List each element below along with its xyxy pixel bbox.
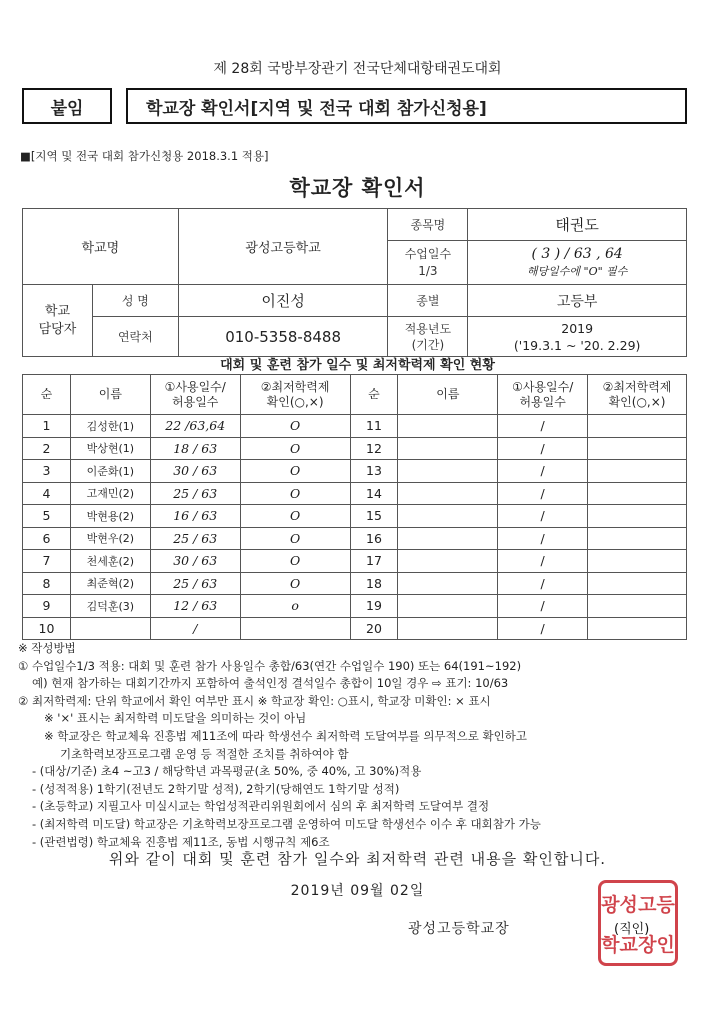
- row-no: 3: [23, 460, 71, 483]
- note-line: - (초등학교) 지필고사 미실시교는 학업성적관리위원회에서 심의 후 최저학력 도달여부 결정: [32, 799, 490, 814]
- class-days-value: ( 3 ) / 63 , 64: [531, 245, 623, 262]
- min-academic-check: O: [240, 527, 350, 550]
- attachment-label: 붙임: [22, 88, 112, 124]
- min-academic-check: [588, 437, 687, 460]
- min-academic-check: O: [240, 437, 350, 460]
- participation-row: [23, 527, 687, 550]
- min-academic-check: o: [240, 595, 350, 618]
- min-academic-check: [588, 550, 687, 573]
- student-name: [398, 460, 498, 483]
- stamp-char: 광성: [601, 893, 638, 916]
- event-title: 제 28회 국방부장관기 전국단체대항태권도대회: [213, 61, 502, 77]
- row-no: 2: [23, 437, 71, 460]
- note-line: ※ 학교장은 학교체육 진흥법 제11조에 따라 학생선수 최저학력 도달여부를 의무적으로 확인하고: [44, 728, 527, 743]
- min-academic-check: [588, 415, 687, 438]
- class-days-label: [388, 241, 468, 285]
- row-no: 17: [350, 550, 398, 573]
- category-value: 고등부: [468, 285, 687, 317]
- participation-table: [22, 374, 687, 640]
- participation-row: [23, 482, 687, 505]
- used-days: /: [498, 595, 588, 618]
- row-no: 16: [350, 527, 398, 550]
- row-no: 13: [350, 460, 398, 483]
- header-days-right-line1: ①사용일수/: [512, 379, 574, 394]
- school-name: 광성고등학교: [178, 209, 388, 285]
- min-academic-check: [588, 617, 687, 640]
- min-academic-check: O: [240, 482, 350, 505]
- header-check-line1: ②최저학력제: [260, 379, 330, 394]
- stamp-char: 학교: [601, 933, 638, 956]
- notes-section: [18, 640, 698, 851]
- row-no: 8: [23, 572, 71, 595]
- participation-row: [23, 572, 687, 595]
- row-no: 18: [350, 572, 398, 595]
- student-name: [398, 482, 498, 505]
- year-cell: [468, 317, 687, 357]
- note-line: - (대상/기준) 초4 ~고3 / 해당학년 과목평균(초 50%, 중 40%, 고 30%)적용: [32, 764, 422, 779]
- used-days: 16 / 63: [150, 505, 240, 528]
- min-academic-check: O: [240, 550, 350, 573]
- note-line: ① 수업일수1/3 적용: 대회 및 훈련 참가 사용일수 총합/63(연간 수업일수 190) 또는 64(191~192): [18, 658, 522, 673]
- student-name: [398, 617, 498, 640]
- sport-value: 태권도: [468, 209, 687, 241]
- year-label-line2: (기간): [411, 337, 445, 352]
- header-days: [150, 375, 240, 415]
- header-check-right: [588, 375, 687, 415]
- used-days: /: [498, 482, 588, 505]
- row-no: 1: [23, 415, 71, 438]
- used-days: 25 / 63: [150, 572, 240, 595]
- participation-header-row: [23, 375, 687, 415]
- row-no: 6: [23, 527, 71, 550]
- seal-label: (직인): [614, 922, 650, 937]
- student-name: [398, 415, 498, 438]
- class-days-cell: [468, 241, 687, 285]
- used-days: /: [498, 460, 588, 483]
- used-days: /: [498, 527, 588, 550]
- student-name: 박상현(1): [70, 437, 150, 460]
- header-days-line1: ①사용일수/: [164, 379, 226, 394]
- used-days: /: [498, 415, 588, 438]
- class-days-note: 해당일수에 "O" 필수: [526, 264, 628, 278]
- min-academic-check: O: [240, 572, 350, 595]
- stamp-char: 장인: [638, 933, 675, 956]
- student-name: 박현우(2): [70, 527, 150, 550]
- class-days-label-line1: 수업일수: [404, 246, 452, 261]
- row-no: 7: [23, 550, 71, 573]
- used-days: 30 / 63: [150, 460, 240, 483]
- used-days: 25 / 63: [150, 527, 240, 550]
- min-academic-check: [588, 595, 687, 618]
- student-name: 최준혁(2): [70, 572, 150, 595]
- used-days: 25 / 63: [150, 482, 240, 505]
- header-days-right: [498, 375, 588, 415]
- participation-row: [23, 550, 687, 573]
- year-label: [388, 317, 468, 357]
- row-no: 10: [23, 617, 71, 640]
- year-label-line1: 적용년도: [404, 321, 452, 336]
- used-days: /: [498, 505, 588, 528]
- student-name: [398, 550, 498, 573]
- used-days: /: [498, 617, 588, 640]
- used-days: 30 / 63: [150, 550, 240, 573]
- manager-label: 학교 담당자: [23, 285, 93, 357]
- row-no: 15: [350, 505, 398, 528]
- participation-row: [23, 415, 687, 438]
- stamp-char: 고등: [638, 893, 675, 916]
- student-name: [398, 527, 498, 550]
- contact-value: 010-5358-8488: [178, 317, 388, 357]
- header-check-line2: 확인(○,×): [266, 394, 324, 409]
- participation-row: [23, 595, 687, 618]
- student-name: [70, 617, 150, 640]
- student-name: 김성한(1): [70, 415, 150, 438]
- header-check-right-line2: 확인(○,×): [608, 394, 666, 409]
- student-name: 박현용(2): [70, 505, 150, 528]
- student-name: 김덕훈(3): [70, 595, 150, 618]
- used-days: /: [150, 617, 240, 640]
- min-academic-check: O: [240, 415, 350, 438]
- section-title: 대회 및 훈련 참가 일수 및 최저학력제 확인 현황: [220, 358, 495, 373]
- attachment-row: [22, 88, 687, 124]
- participation-row: [23, 437, 687, 460]
- student-name: [398, 505, 498, 528]
- confirm-text: 위와 같이 대회 및 훈련 참가 일수와 최저학력 관련 내용을 확인합니다.: [108, 850, 607, 868]
- student-name: 천세훈(2): [70, 550, 150, 573]
- used-days: 22 /63,64: [150, 415, 240, 438]
- used-days: 18 / 63: [150, 437, 240, 460]
- form-title: 학교장 확인서: [289, 176, 426, 200]
- note-line: ※ 작성방법: [18, 641, 76, 655]
- name-label: 성 명: [92, 285, 178, 317]
- used-days: 12 / 63: [150, 595, 240, 618]
- sport-label: 종목명: [388, 209, 468, 241]
- row-no: 12: [350, 437, 398, 460]
- header-name: 이름: [70, 375, 150, 415]
- min-academic-check: [588, 460, 687, 483]
- note-line: - (최저학력 미도달) 학교장은 기초학력보장프로그램 운영하여 미도달 학생선수 이수 후 대회참가 가능: [32, 816, 541, 831]
- confirm-date: 2019년 09월 02일: [290, 883, 425, 899]
- contact-label: 연락처: [92, 317, 178, 357]
- row-no: 20: [350, 617, 398, 640]
- min-academic-check: O: [240, 505, 350, 528]
- participation-row: [23, 505, 687, 528]
- student-name: [398, 595, 498, 618]
- info-table: [22, 208, 687, 357]
- header-name-right: 이름: [398, 375, 498, 415]
- header-check: [240, 375, 350, 415]
- min-academic-check: O: [240, 460, 350, 483]
- used-days: /: [498, 572, 588, 595]
- min-academic-check: [588, 482, 687, 505]
- note-line: 예) 현재 참가하는 대회기간까지 포함하여 출석인정 결석일수 총합이 10일 경우 ⇨ 표기: 10/63: [32, 676, 509, 691]
- category-label: 종별: [388, 285, 468, 317]
- school-label: 학교명: [23, 209, 179, 285]
- applied-note: ■[지역 및 전국 대회 참가신청용 2018.3.1 적용]: [20, 149, 269, 163]
- year-value: 2019: [561, 320, 594, 336]
- row-no: 19: [350, 595, 398, 618]
- min-academic-check: [588, 572, 687, 595]
- header-days-right-line2: 허용일수: [519, 394, 566, 409]
- student-name: [398, 437, 498, 460]
- note-line: 기초학력보장프로그램 운영 등 적절한 조치를 취하여야 함: [60, 746, 349, 761]
- row-no: 11: [350, 415, 398, 438]
- participation-row: [23, 617, 687, 640]
- period-value: ('19.3.1 ~ '20. 2.29): [513, 337, 641, 353]
- row-no: 5: [23, 505, 71, 528]
- manager-name: 이진성: [178, 285, 388, 317]
- student-name: 이준화(1): [70, 460, 150, 483]
- used-days: /: [498, 437, 588, 460]
- student-name: 고재민(2): [70, 482, 150, 505]
- row-no: 9: [23, 595, 71, 618]
- principal-name: 광성고등학교장: [408, 921, 510, 937]
- header-days-line2: 허용일수: [172, 394, 219, 409]
- min-academic-check: [588, 505, 687, 528]
- used-days: /: [498, 550, 588, 573]
- header-no: 순: [23, 375, 71, 415]
- row-no: 14: [350, 482, 398, 505]
- participation-row: [23, 460, 687, 483]
- header-no-right: 순: [350, 375, 398, 415]
- note-line: ② 최저학력제: 단위 학교에서 확인 여부만 표시 ※ 학교장 확인: ○표시, 학교장 미확인: × 표시: [18, 693, 491, 708]
- attachment-title: 학교장 확인서[지역 및 전국 대회 참가신청용]: [126, 88, 687, 124]
- student-name: [398, 572, 498, 595]
- note-line: - (성적적용) 1학기(전년도 2학기말 성적), 2학기(당해연도 1학기말 성적): [32, 781, 400, 796]
- class-days-label-line2: 1/3: [418, 263, 438, 278]
- min-academic-check: [240, 617, 350, 640]
- note-line: - (관련법령) 학교체육 진흥법 제11조, 동법 시행규칙 제6조: [32, 834, 330, 849]
- note-line: ※ '×' 표시는 최저학력 미도달을 의미하는 것이 아님: [44, 711, 307, 726]
- header-check-right-line1: ②최저학력제: [602, 379, 672, 394]
- row-no: 4: [23, 482, 71, 505]
- min-academic-check: [588, 527, 687, 550]
